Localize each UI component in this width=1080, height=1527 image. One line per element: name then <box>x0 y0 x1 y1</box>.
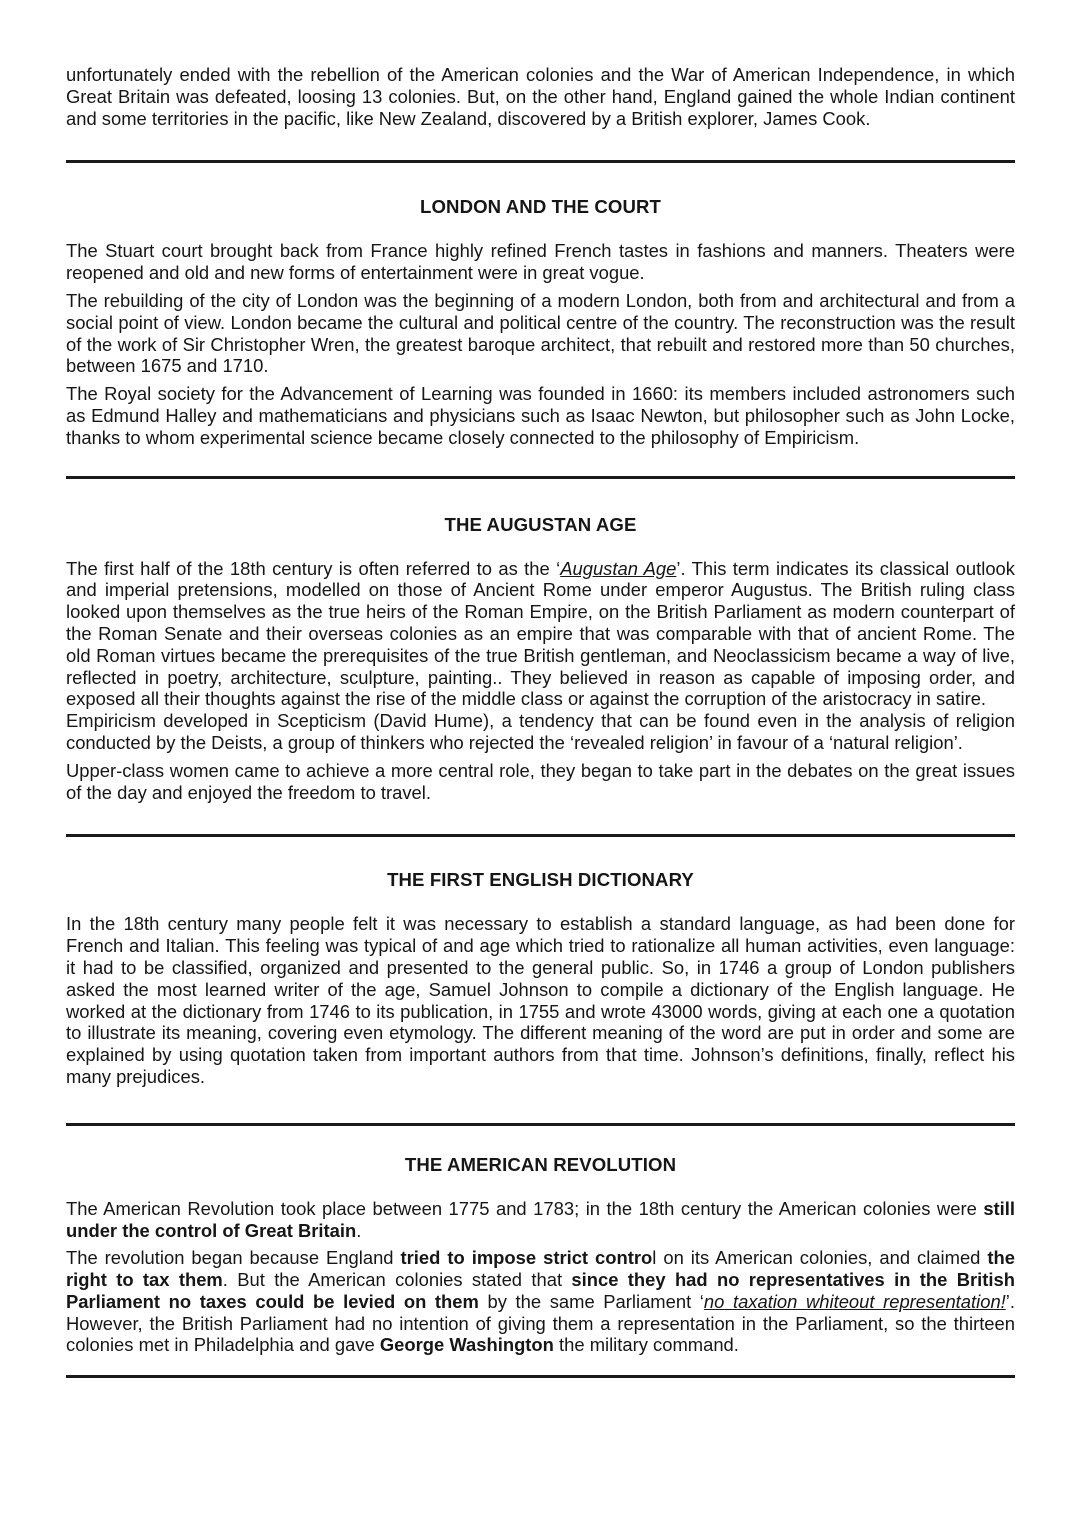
bold-text: George Washington <box>379 1334 554 1356</box>
underlined-term: Augustan Age <box>560 557 677 579</box>
paragraph <box>66 558 1015 711</box>
section-heading: THE FIRST ENGLISH DICTIONARY <box>387 869 694 891</box>
section-london-court <box>66 196 1015 448</box>
text-run: ’. This term indicates its classical outlook and imperial pretensions, modelled on those of Ancient Rome under emperor Augustus. The British ruling class looked upon themselves as the true heirs of the Roman Empire, on the British Parliament as modern counterpart of the Roman Senate and their overseas colonies as an empire that was comparable with that of ancient Rome. The old Roman virtues became the prerequisites of the true British gentleman, and Neoclassicism became a way of live, reflected in poetry, architecture, sculpture, painting.. They believed in reason as capable of imposing order, and exposed all their thoughts against the rise of the middle class or against the corruption of the aristocracy in satire. <box>66 557 1015 710</box>
paragraph: In the 18th century many people felt it was necessary to establish a standard language, as had been done for French and Italian. This feeling was typical of and age which tried to rationalize all human activities, even language: it had to be classified, organized and presented to the general public. So, in 1746 a group of London publishers asked the most learned writer of the age, Samuel Johnson to compile a dictionary of the English language. He worked at the dictionary from 1746 to its publication, in 1755 and wrote 43000 words, giving at each one a quotation to illustrate its meaning, covering even etymology. The different meaning of the word are put in order and some are explained by using quotation taken from important authors from that time. Johnson’s definitions, finally, reflect his many prejudices. <box>66 913 1015 1087</box>
section-divider <box>66 1375 1015 1378</box>
section-augustan-age <box>66 514 1015 804</box>
section-heading: LONDON AND THE COURT <box>420 196 661 218</box>
section-divider <box>66 476 1015 479</box>
text-run: The American Revolution took place between 1775 and 1783; in the 18th century the American colonies were <box>66 1197 984 1219</box>
section-divider <box>66 160 1015 163</box>
paragraph: The Royal society for the Advancement of Learning was founded in 1660: its members included astronomers such as Edmund Halley and mathematicians and physicians such as Isaac Newton, but philosopher such as John Locke, thanks to whom experimental science became closely connected to the philosophy of Empiricism. <box>66 383 1015 448</box>
paragraph: Empiricism developed in Scepticism (David Hume), a tendency that can be found even in the analysis of religion conducted by the Deists, a group of thinkers who rejected the ‘revealed religion’ in favour of a ‘natural religion’. <box>66 710 1015 753</box>
paragraph: Upper-class women came to achieve a more central role, they began to take part in the debates on the great issues of the day and enjoyed the freedom to travel. <box>66 759 1015 803</box>
text-run: The first half of the 18th century is often referred to as the ‘ <box>66 557 561 579</box>
bold-text: still under the control of Great Britain <box>66 1197 1015 1241</box>
paragraph: The rebuilding of the city of London was the beginning of a modern London, both from and architectural and from a social point of view. London became the cultural and political centre of the country. The reconstruction was the result of the work of Sir Christopher Wren, the greatest baroque architect, that rebuilt and restored more than 50 churches, between 1675 and 1710. <box>66 289 1015 377</box>
section-divider <box>66 1123 1015 1126</box>
section-divider <box>66 834 1015 837</box>
paragraph: The Stuart court brought back from France highly refined French tastes in fashions and manners. Theaters were reopened and old and new forms of entertainment were in great vogue. <box>66 240 1015 284</box>
section-american-revolution <box>66 1154 1015 1357</box>
bold-text: since they had no representatives in the British Parliament no taxes could be levied on them <box>66 1269 1015 1312</box>
text-run: ’. However, the British Parliament had no intention of giving them a representation in the Parliament, so the thirteen colonies met in Philadelphia and gave <box>66 1290 1015 1356</box>
section-first-dictionary <box>66 869 1015 1087</box>
text-run: The revolution began because England <box>66 1247 401 1269</box>
paragraph <box>66 1247 1015 1356</box>
text-run: l on its American colonies, and claimed <box>652 1247 988 1269</box>
document-page <box>66 64 1015 1378</box>
text-run: . But the American colonies stated that <box>222 1269 572 1291</box>
intro-paragraph: unfortunately ended with the rebellion of the American colonies and the War of American Independence, in which Great Britain was defeated, loosing 13 colonies. But, on the other hand, England gained the whole Indian continent and some territories in the pacific, like New Zealand, discovered by a British explorer, James Cook. <box>66 64 1015 129</box>
paragraph <box>66 1198 1015 1242</box>
bold-text: tried to impose strict contro <box>400 1247 653 1269</box>
text-run: the military command. <box>553 1334 739 1356</box>
section-heading: THE AMERICAN REVOLUTION <box>404 1153 677 1175</box>
underlined-quote: no taxation whiteout representation! <box>703 1290 1006 1312</box>
text-run: by the same Parliament ‘ <box>478 1290 704 1312</box>
text-run: . <box>356 1219 362 1241</box>
bold-text: the right to tax them <box>66 1247 1015 1291</box>
section-heading: THE AUGUSTAN AGE <box>444 513 637 535</box>
